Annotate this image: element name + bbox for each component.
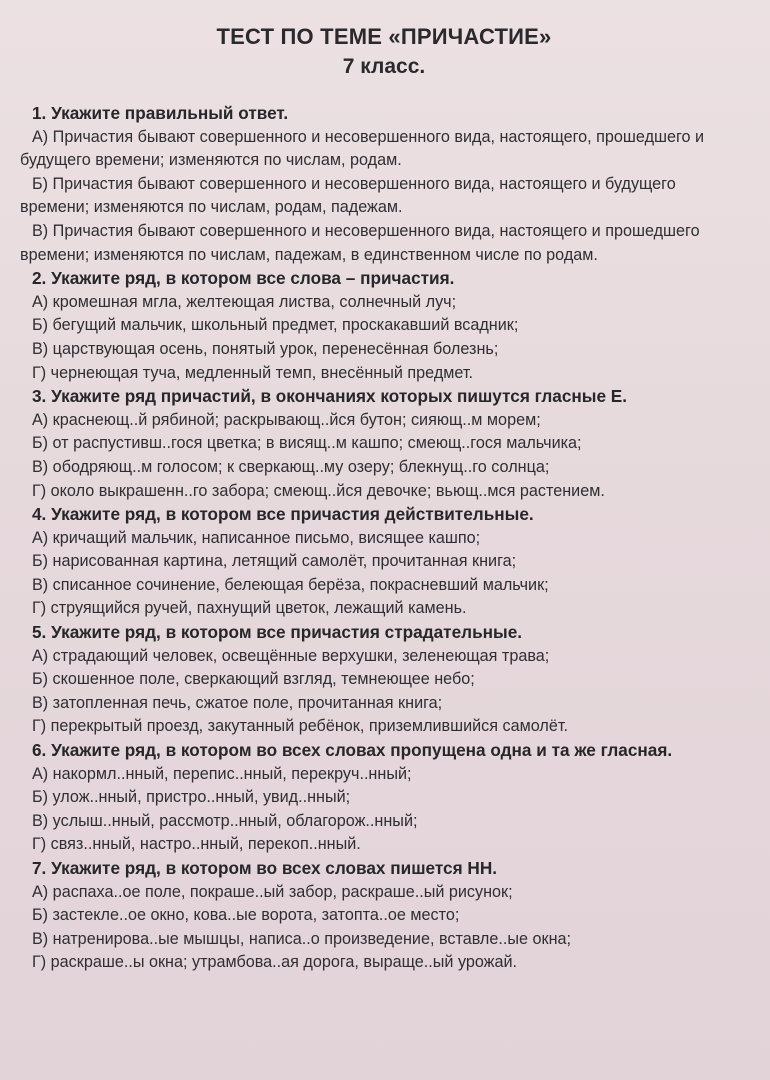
option-a: А) краснеющ..й рябиной; раскрывающ..йся бутон; сияющ..м морем; [32,410,541,429]
question-7 [20,857,748,975]
option-b: Б) улож..нный, пристро..нный, увид..нный; [32,788,351,807]
question-2 [20,267,748,385]
option-d: Г) около выкрашенн..го забора; смеющ..йся девочке; вьющ..мся растением. [32,481,605,500]
question-title: 5. Укажите ряд, в котором все причастия страдательные. [32,622,523,643]
option-a: А) кромешная мгла, желтеющая листва, солнечный луч; [32,292,457,311]
option-b: Б) нарисованная картина, летящий самолёт, прочитанная книга; [32,552,517,571]
option-c: В) натренирова..ые мышцы, написа..о произведение, вставле..ые окна; [32,929,572,948]
option-c: В) Причастия бывают совершенного и несовершенного вида, настоящего и прошедшего времени; изменяются по числам, падежам, в единственном числе по родам. [20,221,700,264]
option-d: Г) струящийся ручей, пахнущий цветок, лежащий камень. [32,599,467,618]
option-a: А) Причастия бывают совершенного и несовершенного вида, настоящего, прошедшего и будущего времени; изменяются по числам, родам. [20,127,705,170]
option-b: Б) Причастия бывают совершенного и несовершенного вида, настоящего и будущего времени; изменяются по числам, родам, падежам. [20,174,676,217]
page-title: ТЕСТ ПО ТЕМЕ «ПРИЧАСТИЕ» [216,24,552,49]
option-b: Б) бегущий мальчик, школьный предмет, проскакавший всадник; [32,316,519,335]
option-c: В) затопленная печь, сжатое поле, прочитанная книга; [32,693,443,712]
option-b: Б) от распустивш..гося цветка; в висящ..м кашпо; смеющ..гося мальчика; [32,434,582,453]
question-title: 6. Укажите ряд, в котором во всех словах пропущена одна и та же гласная. [32,740,673,761]
question-5 [20,621,748,739]
question-3 [20,385,748,503]
question-4 [20,503,748,621]
option-c: В) списанное сочинение, белеющая берёза, покрасневший мальчик; [32,575,549,594]
question-title: 4. Укажите ряд, в котором все причастия действительные. [32,504,534,525]
option-b: Б) застекле..ое окно, кова..ые ворота, затопта..ое место; [32,906,460,925]
option-c: В) царствующая осень, понятый урок, перенесённая болезнь; [32,339,499,358]
question-title: 3. Укажите ряд причастий, в окончаниях которых пишутся гласные Е. [32,386,628,407]
question-1 [20,102,748,267]
option-d: Г) раскраше..ы окна; утрамбова..ая дорога, выраще..ый урожай. [32,953,518,972]
option-d: Г) чернеющая туча, медленный темп, внесённый предмет. [32,363,473,382]
option-a: А) накормл..нный, перепис..нный, перекруч..нный; [32,764,412,783]
option-d: Г) связ..нный, настро..нный, перекоп..нный. [32,835,361,854]
option-c: В) ободряющ..м голосом; к сверкающ..му озеру; блекнущ..го солнца; [32,457,550,476]
option-c: В) услыш..нный, рассмотр..нный, облагорож..нный; [32,811,418,830]
grade-subtitle: 7 класс. [342,55,426,78]
option-a: А) кричащий мальчик, написанное письмо, висящее кашпо; [32,528,481,547]
option-a: А) страдающий человек, освещённые верхушки, зеленеющая трава; [32,646,550,665]
option-a: А) распаха..ое поле, покраше..ый забор, раскраше..ый рисунок; [32,882,513,901]
question-title: 1. Укажите правильный ответ. [32,103,289,123]
question-title: 7. Укажите ряд, в котором во всех словах пишется НН. [32,858,498,878]
question-title: 2. Укажите ряд, в котором все слова – причастия. [32,268,455,289]
option-d: Г) перекрытый проезд, закутанный ребёнок, приземлившийся самолёт. [32,717,568,736]
question-6 [20,739,748,857]
option-b: Б) скошенное поле, сверкающий взгляд, темнеющее небо; [32,670,475,689]
